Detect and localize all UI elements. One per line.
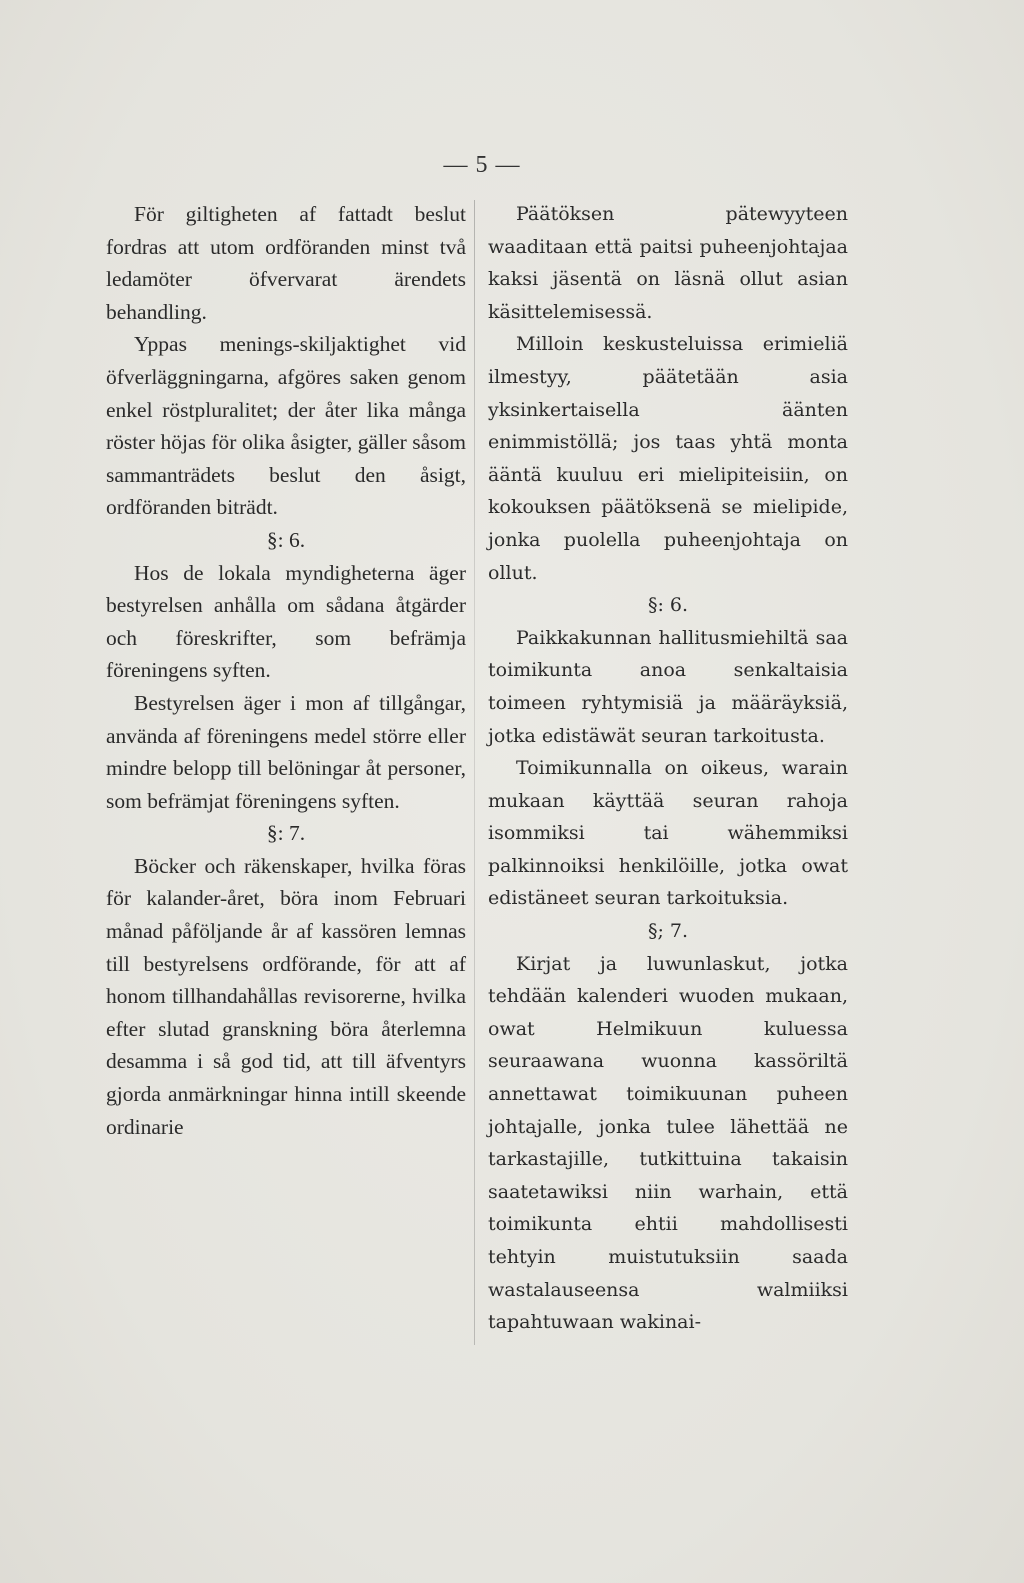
paragraph-validity-fi: Päätöksen pätewyyteen waaditaan että paitsi puheenjohtajaa kaksi jäsentä on läsnä ollut asian käsittelemisessä.: [488, 203, 848, 323]
section-heading-6-fi: §: 6.: [647, 594, 689, 617]
column-divider: [474, 200, 475, 1345]
section-heading-7-fi: §; 7.: [647, 920, 689, 943]
section-heading-7: §: 7.: [266, 821, 306, 846]
swedish-column: [106, 198, 466, 1143]
paragraph-books-fi: Kirjat ja luwunlaskut, jotka tehdään kalenderi wuoden mukaan, owat Helmikuun kuluessa seuraawana wuonna kassöriltä annettawat toimikuunan puheen johtajalle, jonka tulee lähettää ne tarkastajille, tutkittuina takaisin saatetawiksi niin warhain, että toimikunta ehtii mahdollisesti tehtyin muistutuksiin saada wastalauseensa walmiiksi tapahtuwaan wakinai-: [488, 952, 848, 1334]
paragraph-authorities-fi: Paikkakunnan hallitusmiehiltä saa toimikunta anoa senkaltaisia toimeen ryhtymisiä ja määräyksiä, jotka edistäwät seuran tarkoitusta.: [488, 626, 848, 747]
paragraph-rewards-fi: Toimikunnalla on oikeus, warain mukaan käyttää seuran rahoja isommiksi tai wähemmiksi palkinnoiksi henkilöille, jotka owat edistäneet seuran tarkoituksia.: [488, 757, 848, 910]
page-number: — 5 —: [443, 152, 521, 178]
section-heading-6: §: 6.: [266, 527, 306, 552]
paragraph-disagreement-fi: Milloin keskusteluissa erimieliä ilmestyy, päätetään asia yksinkertaisella äänten enimmistöllä; jos taas yhtä monta ääntä kuuluu eri mielipiteisiin, on kokouksen päätöksenä se mielipide, jonka puolella puheenjohtaja on ollut.: [488, 333, 848, 584]
paragraph-validity: För giltigheten af fattadt beslut fordras att utom ordföranden minst två ledamöter öfvervarat ärendets behandling.: [106, 202, 466, 324]
paragraph-rewards: Bestyrelsen äger i mon af tillgångar, använda af föreningens medel större eller mindre belopp till belöningar åt personer, som befrämjat föreningens syften.: [106, 690, 466, 813]
finnish-column: [488, 198, 848, 1339]
paragraph-disagreement: Yppas menings-skiljaktighet vid öfverläggningarna, afgöres saken genom enkel röstpluralitet; der åter lika många röster höjas för olika åsigter, gäller såsom sammanträdets beslut den åsigt, ordföranden biträdt.: [106, 332, 466, 520]
paragraph-books: Böcker och räkenskaper, hvilka föras för kalander-året, böra inom Februari månad påföljande år af kassören lemnas till bestyrelsens ordförande, för att af honom tillhandahållas revisorerne, hvilka efter slutad granskning böra återlemna desamma i så god tid, att till äfventyrs gjorda anmärkningar hinna intill skeende ordinarie: [106, 853, 466, 1139]
paragraph-authorities: Hos de lokala myndigheterna äger bestyrelsen anhålla om sådana åtgärder och föreskrifter, som befrämja föreningens syften.: [106, 560, 466, 683]
